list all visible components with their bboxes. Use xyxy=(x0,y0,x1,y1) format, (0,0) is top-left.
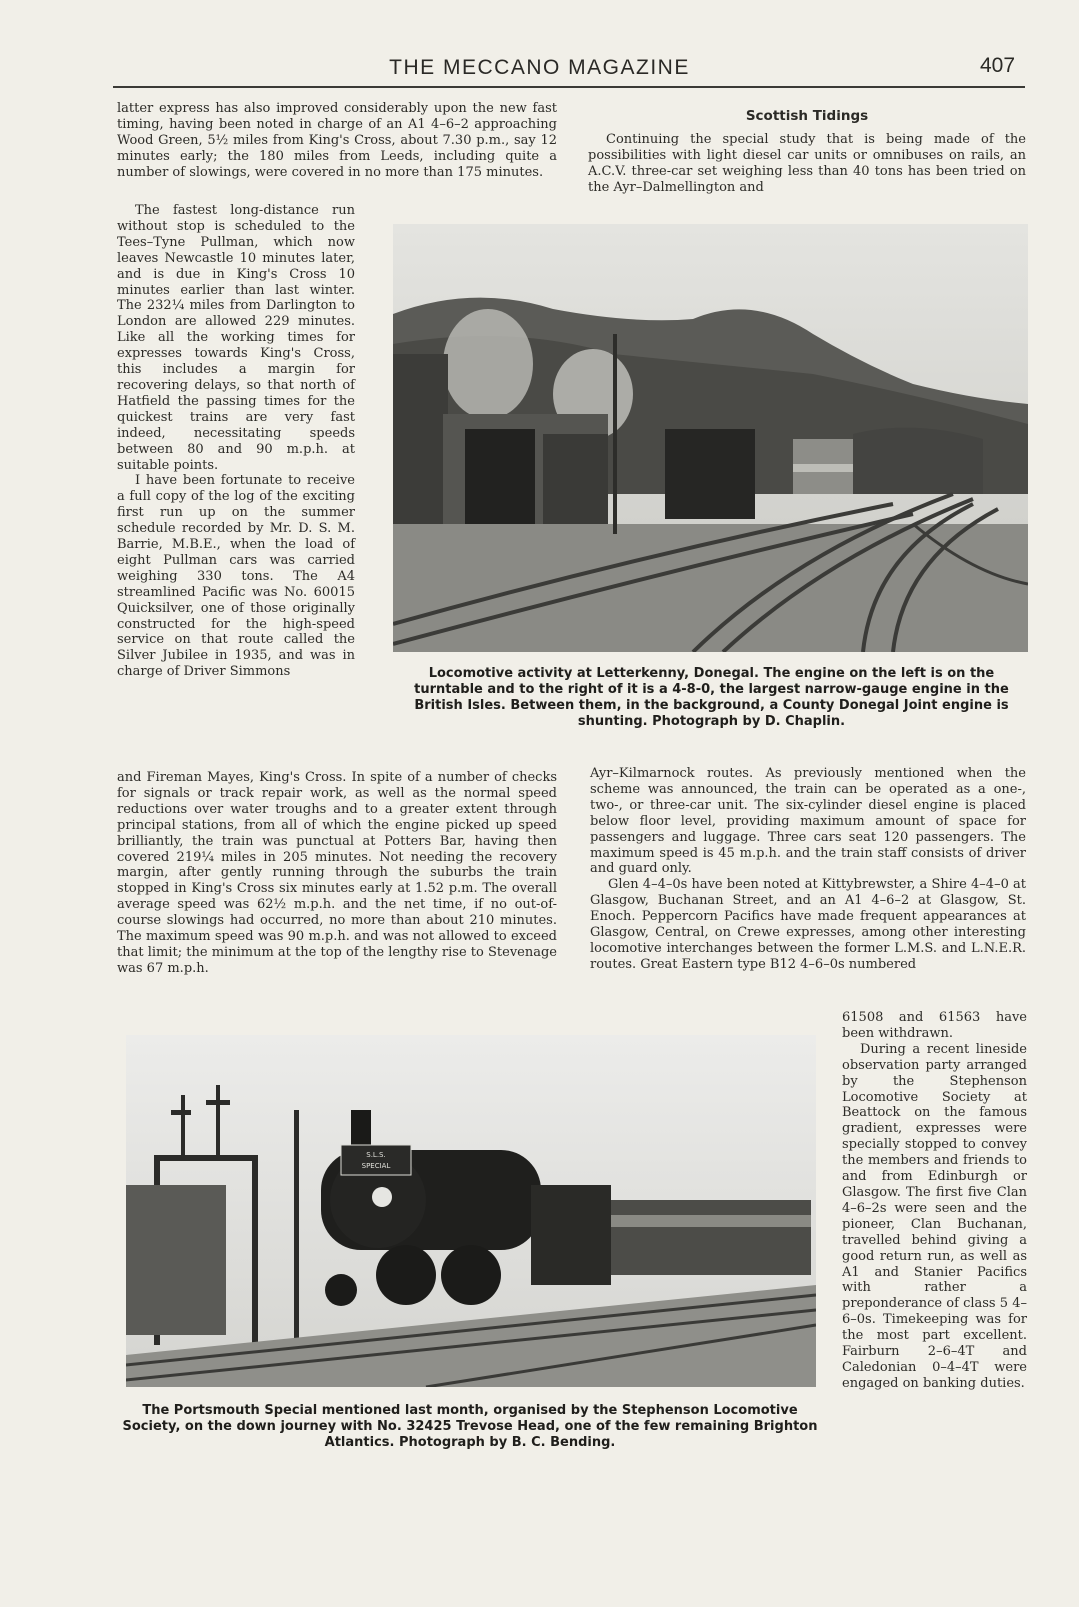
svg-text:SPECIAL: SPECIAL xyxy=(361,1162,391,1170)
right-column-middle xyxy=(590,766,1026,973)
right-column-narrow xyxy=(842,1010,1027,1392)
page-number: 407 xyxy=(980,54,1016,77)
left-column-narrow xyxy=(117,203,355,680)
photo-portsmouth-caption: The Portsmouth Special mentioned last month, organised by the Stephenson Locomotive Society, on the down journey with No. 32425 Trevose Head, one of the few remaining Brighton Atlantics. Photograph by B. C. Bending. xyxy=(122,1403,818,1450)
left-column-top xyxy=(117,101,557,181)
photo-letterkenny-caption: Locomotive activity at Letterkenny, Donegal. The engine on the left is on the turntable and to the right of it is a 4-8-0, the largest narrow-gauge engine in the British Isles. Between them, in the background, a County Donegal Joint engine is shunting. Photograph by D. Chaplin. xyxy=(414,666,1009,729)
magazine-title: THE MECCANO MAGAZINE xyxy=(389,56,690,79)
left-paragraph-2: The fastest long-distance run without stop is scheduled to the Tees–Tyne Pullman, which now leaves Newcastle 10 minutes later, and is due in King's Cross 10 minutes earlier than last winter. The 232¼ miles from Darlington to London are allowed 229 minutes. Like all the working times for expresses towards King's Cross, this includes a margin for recovering delays, so that north of Hatfield the passing times for the quickest trains are very fast indeed, necessitating speeds between 80 and 90 m.p.h. at suitable points. xyxy=(117,203,355,473)
right-paragraph-4: 61508 and 61563 have been withdrawn. xyxy=(842,1010,1027,1041)
right-paragraph-5: During a recent lineside observation party arranged by the Stephenson Locomotive Society at Beattock on the famous gradient, expresses were specially stopped to convey the members and friends to and from Edinburgh or Glasgow. The first five Clan 4–6–2s were seen and the pioneer, Clan Buchanan, travelled behind giving a good return run, as well as A1 and Stanier Pacifics with rather a preponderance of class 5 4–6–0s. Timekeeping was for the most part excellent. Fairburn 2–6–4T and Caledonian 0–4–4T were engaged on banking duties. xyxy=(842,1041,1027,1391)
right-paragraph-2: Ayr–Kilmarnock routes. As previously mentioned when the scheme was announced, the train can be operated as a one-, two-, or three-car unit. The six-cylinder diesel engine is placed below floor level, providing maximum amount of space for passengers and luggage. Three cars seat 120 passengers. The maximum speed is 45 m.p.h. and the train staff consists of driver and guard only. xyxy=(590,766,1026,877)
left-paragraph-4: and Fireman Mayes, King's Cross. In spite of a number of checks for signals or track repair work, as well as the normal speed reductions over water troughs and to a greater extent through principal stations, from all of which the engine picked up speed brilliantly, the train was punctual at Potters Bar, having then covered 219¼ miles in 205 minutes. Not needing the recovery margin, after gently running through the suburbs the train stopped in King's Cross six minutes early at 1.52 p.m. The overall average speed was 62½ m.p.h. and the net time, if no out-of-course slowings had occurred, no more than about 210 minutes. The maximum speed was 90 m.p.h. and was not allowed to exceed that limit; the minimum at the top of the lengthy rise to Stevenage was 67 m.p.h. xyxy=(117,770,557,976)
left-paragraph-1: latter express has also improved considerably upon the new fast timing, having been noted in charge of an A1 4–6–2 approaching Wood Green, 5½ miles from King's Cross, about 7.30 p.m., say 12 minutes early; the 180 miles from Leeds, including quite a number of slowings, were covered in no more than 175 minutes. xyxy=(117,101,557,180)
photo-letterkenny-locomotives xyxy=(393,224,1028,652)
left-column-bottom xyxy=(117,770,557,977)
left-paragraph-3: I have been fortunate to receive a full copy of the log of the exciting first run up on the summer schedule recorded by Mr. D. S. M. Barrie, M.B.E., when the load of eight Pullman cars was carried weighing 330 tons. The A4 streamlined Pacific was No. 60015 Quicksilver, one of those originally constructed for the high-speed service on that route called the Silver Jubilee in 1935, and was in charge of Driver Simmons xyxy=(117,473,355,680)
right-column-top xyxy=(588,132,1026,196)
header-rule xyxy=(113,86,1025,88)
right-paragraph-1: Continuing the special study that is being made of the possibilities with light diesel car units or omnibuses on rails, an A.C.V. three-car set weighing less than 40 tons has been tried on the Ayr–Dalmellington and xyxy=(588,132,1026,195)
photo-portsmouth-special xyxy=(126,1035,816,1387)
right-paragraph-3: Glen 4–4–0s have been noted at Kittybrewster, a Shire 4–4–0 at Glasgow, Buchanan Street, and an A1 4–6–2 at Glasgow, St. Enoch. Peppercorn Pacifics have made frequent appearances at Glasgow, Central, on Crewe expresses, among other interesting locomotive interchanges between the former L.M.S. and L.N.E.R. routes. Great Eastern type B12 4–6–0s numbered xyxy=(590,877,1026,972)
svg-text:S.L.S.: S.L.S. xyxy=(366,1151,386,1159)
section-heading-scottish-tidings: Scottish Tidings xyxy=(745,108,869,124)
